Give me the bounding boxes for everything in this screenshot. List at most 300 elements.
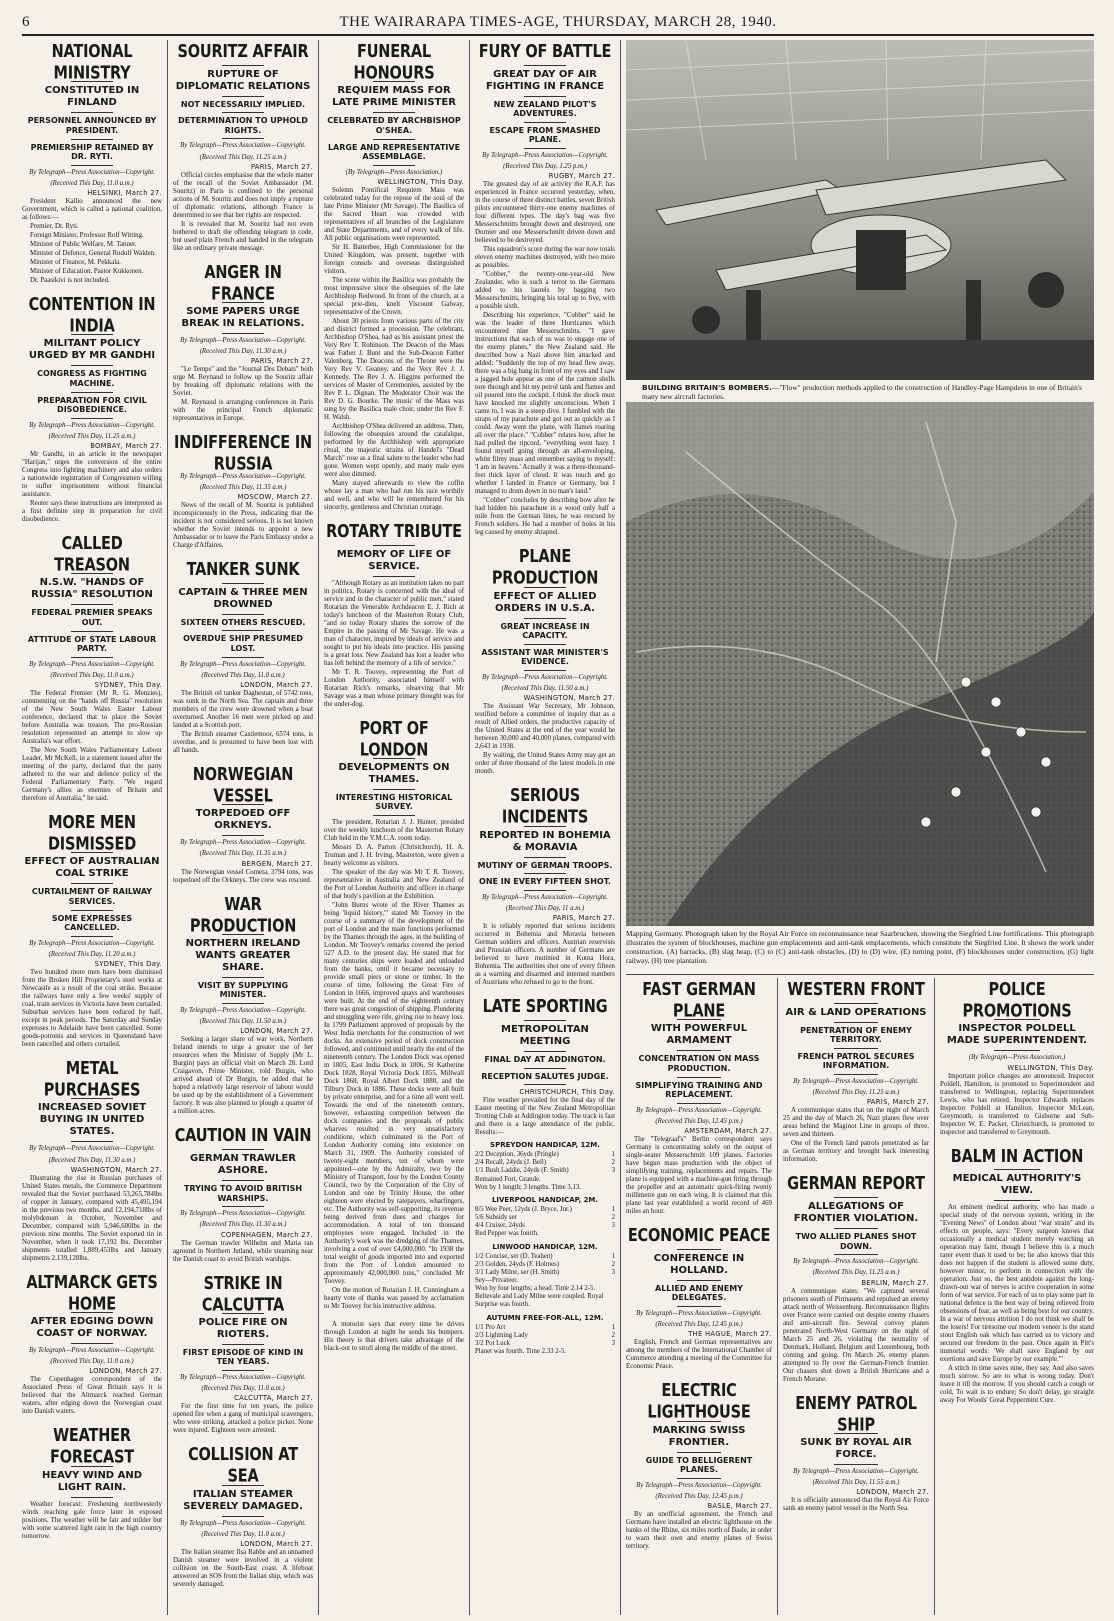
paragraph: The speaker of the day was Mr T. R. Toovey, representative in Australia and New Zealand of the Port of London Authority and officer in charge of that body's pavilion at the Exhibition. — [324, 869, 464, 901]
deck: FRENCH PATROL SECURES INFORMATION. — [797, 1051, 915, 1071]
deck: SIXTEEN OTHERS RESCUED. — [180, 617, 306, 627]
paragraph: A communique states: "We captured several prisoners south of Pirmasens and repulsed an enemy attack north of Weissenburg. Reconnaissance flights over France were carried out despite enemy chasers and anti-aircraft fire. Several convoy planes penetrated North-West Germany on the night of March 25 and 26, violating the neutrality of Denmark, Holland, Belgium and Luxembourg, both coming and going. On March 26, enemy planes attempted to fly over the German-French frontier. Our chasers shot down a British Hurricane and a French Morane. — [783, 1287, 929, 1383]
rule-divider — [222, 630, 264, 631]
paragraph: Describing his experience, "Cobber" said he was the leader of three Hurricanes which encountered nine Messerschmitts. "I gave instructions that each of us was to engage one of the enemy planes," the New Zealand said. He described how a Nazi above him attacked and added: "Suddenly the top of my head flew away, there was a big bang in front of my eyes and I saw a jagged hole appear as one of the cannon shells tore through and hit my petrol tank and flames and oil poured into the cockpit. I think the shock must have knocked me slightly unconscious. When I came to, I was in a steep dive. I fumbled with the straps of my parachute and got out as quickly as I could. Away went the plane, with flames roaring all over the place." "Cobber" relates how, after he had pulled the ripcord, "everything went hazy. I found myself going through an all-enveloping, white filmy mass and remember saying to myself: 'I am in heaven.' Actually it was a three-thousand-feet thick layer of cloud. It was touch and go whether I landed in France or Germany, but I managed to drum down in no man's land." — [475, 312, 615, 496]
deck: PERSONNEL ANNOUNCED BY PRESIDENT. — [27, 116, 157, 135]
article-body — [324, 1321, 464, 1353]
agency-line: By Telegraph—Press Association—Copyright. — [636, 1309, 762, 1317]
deck: CONCENTRATION ON MASS PRODUCTION. — [638, 1054, 760, 1073]
rule-divider — [524, 857, 566, 858]
paragraph: Mr T. R. Toovey, representing the Port of London Authority, associated himself with Rotarian Rich's remarks, observing that Mr Savage was a man whose primary thought was for the under-dog. — [324, 668, 464, 708]
agency-line: By Telegraph—Press Association—Copyright. — [29, 939, 155, 947]
article — [173, 1274, 313, 1436]
rule-divider — [71, 1343, 113, 1344]
dateline: BASLE, March 27. — [707, 1502, 772, 1511]
rule-divider — [222, 1516, 264, 1517]
rule-divider — [524, 148, 566, 149]
deck: SOME PAPERS URGE BREAK IN RELATIONS. — [181, 306, 305, 330]
article-body — [940, 1204, 1094, 1405]
deck: NEW ZEALAND PILOT'S ADVENTURES. — [493, 99, 597, 119]
deck: CAPTAIN & THREE MEN DROWNED — [178, 586, 308, 610]
deck: NORTHERN IRELAND WANTS GREATER SHARE. — [185, 937, 301, 973]
headline: MORE MEN DISMISSED — [47, 813, 137, 854]
article-body — [324, 819, 464, 1311]
paragraph: Many stayed afterwards to view the coffin whose lay a man who had run his race worthily and well, and who will be remembered for his sincerity, gentleness and Christian courage. — [324, 479, 464, 511]
rule-divider — [373, 112, 415, 113]
deck: REPORTED IN BOHEMIA & MORAVIA — [479, 829, 611, 853]
deck: FINAL DAY AT ADDINGTON. — [484, 1054, 606, 1064]
column-1 — [22, 40, 168, 1615]
rule-divider — [524, 1068, 566, 1069]
rule-divider — [373, 576, 415, 577]
paragraph: One of the French land patrols penetrated as far as German territory and brought back interesting information. — [783, 1140, 929, 1164]
headline: POLICE PROMOTIONS — [962, 980, 1072, 1021]
article — [22, 295, 162, 524]
paragraph: This squadron's score during the war now totals eleven enemy machines destroyed, with two more as possibles. — [475, 246, 615, 270]
agency-line: By Telegraph—Press Association—Copyright. — [793, 1467, 919, 1475]
result-place: 2 — [611, 1260, 615, 1268]
result-place: 1 — [611, 1151, 615, 1159]
deck: FEDERAL PREMIER SPEAKS OUT. — [31, 608, 153, 627]
rule-divider — [71, 112, 113, 113]
paragraph: It is reliably reported that serious incidents occurred in Bohemia and Moravia between German soldiers and officers. Austrian reservists and Prussian officers. A number of Germans are believed to have mutinied in Kutna Hora, Bohemia. The authorities shot one of every fifteen as a warning and disarmed and interned numbers of Austrians who refused to go to the front. — [475, 923, 615, 987]
deck: INCREASED SOVIET BUYING IN UNITED STATES. — [37, 1102, 147, 1138]
rule-divider — [834, 1254, 878, 1255]
received-line: (Received This Day, 12.45 p.m.) — [655, 1117, 743, 1125]
result-entry: 5/6 Subsidy ser — [475, 1214, 517, 1222]
article-body — [475, 1097, 615, 1137]
headline: NATIONAL MINISTRY — [51, 42, 133, 83]
paragraph: Two hundred more men have been dismissed from the Broken Hill Proprietary's steel works at Newcastle as a result of the coal strike. Because the railways have only a few weeks' supply of coal, train services in Victoria have been curtailed. Suburban services have been reduced by half, except in peak periods. The Saturday and Sunday expresses to Adelaide have been cancelled. Some goods-potronis and services in Queensland have been cancelled and others curtailed. — [22, 969, 162, 1049]
paragraph: The "Telegraaf's" Berlin correspondent says Germany is concentrating solely on the output of single-seater Messerschmitt 109 planes. Factories have begun mass production with the object of simplifying training, replacements and repairs. The plane is equipped with a machine-gun firing through the propeller and an automatic quick-firing twenty millimetre gun on each wing. It is claimed that this plane last year established a world record of 469 miles an hour. — [626, 1136, 772, 1216]
paragraph: Important police changes are announced. Inspector Poldell, Hamilton, is promoted to Superintendent and transferred to Wellington, replacing Superintendent Lewis, who has retired. Inspector Edwards replaces Inspector Poldell at Hamilton. Inspector McLean, Greymouth, is transferred to Gisborne and Sub-Inspector W. E. Packer, Christchurch, is promoted to inspector and transferred to Greymouth. — [940, 1072, 1094, 1136]
deck: SOME EXPRESSES CANCELLED. — [51, 913, 133, 933]
result-place: 3 — [611, 1339, 615, 1347]
race-title: AUTUMN FREE-FOR-ALL, 12M. — [486, 1313, 604, 1322]
result-place: 3 — [611, 1268, 615, 1276]
deck: DEVELOPMENTS ON THAMES. — [338, 761, 450, 785]
article-body — [173, 502, 313, 550]
article — [324, 719, 464, 1312]
deck: MARKING SWISS FRONTIER. — [652, 1424, 746, 1448]
race-results — [475, 1206, 615, 1239]
result-row — [475, 1159, 615, 1167]
race-title: SPREYDON HANDICAP, 12M. — [490, 1141, 600, 1150]
received-line: (Received This Day, 11.30 a.m.) — [199, 1221, 287, 1229]
result-row — [475, 1151, 615, 1159]
article — [22, 1273, 162, 1417]
received-line: (Received This Day, 11.25 a.m.) — [812, 1269, 900, 1277]
rule-divider — [71, 631, 113, 632]
paragraph: A motorist says that every time he drives through London at night he sends his bumpers. His theory is that drivers take advantage of the black-out to stroll along the middle of the street. — [324, 1321, 464, 1353]
paragraph: Solemn Pontifical Requiem Mass was celebrated today for the repose of the soul of the late Prime Minister (Mr Savage). The Basilica of the Sacred Heart was crowded with representatives of all branches of the Legislature and State Departments, and of every walk of life. All public organisations were represented. — [324, 186, 464, 242]
article-body — [475, 181, 615, 537]
paragraph: The Copenhagen correspondent of the Associated Press of Great Britain says it is believed that the Altmarck reached German waters, after edging down the Norwegian coast into Danish waters. — [22, 1376, 162, 1416]
photo2-caption — [626, 930, 1094, 966]
result-entry: 2/2 Deception, 36yds (Pringle) — [475, 1151, 559, 1159]
paragraph: "Cobber," the twenty-one-year-old New Zealander, who is such a terror to the Germans added to his laurels by bagging two Messerschmitts, bringing his total up to five, with a possible sixth. — [475, 271, 615, 311]
dateline: COPENHAGEN, March 27. — [220, 1230, 313, 1239]
article — [783, 1174, 929, 1383]
deck: ALLEGATIONS OF FRONTIER VIOLATION. — [793, 1201, 919, 1225]
dateline: LONDON, March 27. — [240, 680, 313, 689]
headline: PLANE PRODUCTION — [491, 547, 599, 589]
dateline: RUGBY, March 27. — [548, 172, 615, 181]
received-line: (By Telegraph—Press Association.) — [345, 168, 443, 176]
factory-illustration — [626, 40, 1094, 380]
article — [475, 547, 615, 776]
agency-line: By Telegraph—Press Association—Copyright. — [29, 421, 155, 429]
result-entry: Won by 1 length; 3 lengths. Time 3.13. — [475, 1183, 581, 1191]
rule-divider — [71, 1141, 113, 1142]
headline: ENEMY PATROL SHIP — [795, 1393, 917, 1435]
dateline: SYDNEY, This Day. — [94, 960, 162, 969]
agency-line: By Telegraph—Press Association—Copyright. — [180, 1007, 306, 1015]
deck: GREAT DAY OF AIR FIGHTING IN FRANCE — [485, 68, 605, 92]
headline: CALLED TREASON — [54, 534, 130, 575]
dateline: PARIS, March 27. — [552, 914, 615, 923]
deck: MEDICAL AUTHORITY'S VIEW. — [952, 1173, 1082, 1197]
deck: CONGRESS AS FIGHTING MACHINE. — [37, 369, 147, 388]
result-entry: Red Pepper was fourth. — [475, 1230, 539, 1238]
deck: AIR & LAND OPERATIONS — [785, 1006, 927, 1018]
masthead — [22, 8, 1094, 36]
result-row — [475, 1230, 615, 1238]
rule-divider — [677, 1478, 721, 1479]
deck: ONE IN EVERY FIFTEEN SHOT. — [479, 877, 611, 887]
deck: REQUIEM MASS FOR LATE PRIME MINISTER — [332, 85, 456, 109]
agency-line: By Telegraph—Press Association—Copyright. — [180, 472, 306, 480]
result-row — [475, 1184, 615, 1192]
agency-line: By Telegraph—Press Association—Copyright. — [180, 1374, 306, 1382]
rule-divider — [222, 614, 264, 615]
agency-line: By Telegraph—Press Association—Copyright. — [636, 1481, 762, 1489]
masthead-title: THE WAIRARAPA TIMES-AGE, THURSDAY, MARCH 28, 1940. — [339, 14, 777, 30]
deck: AFTER EDGING DOWN COAST OF NORWAY. — [30, 1316, 154, 1340]
dateline: THE HAGUE, March 27. — [688, 1330, 772, 1339]
paragraph: The British steamer Castlemoor, 6574 tons, is overdue, and is presumed to have been lost with all hands. — [173, 730, 313, 754]
article-body — [173, 869, 313, 885]
rule-divider — [373, 165, 415, 166]
paragraph: English, French and German representatives are among the members of the International Chamber of Commerce attending a meeting of the Committee for Economic Peace. — [626, 1339, 772, 1371]
rule-divider — [222, 96, 264, 97]
agency-line: By Telegraph—Press Association—Copyright. — [482, 152, 608, 160]
agency-line: By Telegraph—Press Association—Copyright. — [180, 1210, 306, 1218]
result-row — [475, 1214, 615, 1222]
divider — [626, 974, 1094, 975]
column-5 — [626, 978, 778, 1615]
article — [783, 980, 929, 1164]
dateline: AMSTERDAM, March 27. — [684, 1127, 772, 1136]
article-body — [22, 1175, 162, 1263]
article-body — [173, 1240, 313, 1264]
headline: INDIFFERENCE IN RUSSIA — [173, 433, 312, 475]
paragraph: M. Reynaud is arranging conferences in Paris with the principal French diplomatic representatives in Europe. — [173, 399, 313, 423]
article — [940, 980, 1094, 1137]
deck: POLICE FIRE ON RIOTERS. — [198, 1316, 288, 1340]
result-entry: 2/3 Lightning Lady — [475, 1331, 528, 1339]
deck: RUPTURE OF DIPLOMATIC RELATIONS — [175, 68, 311, 92]
deck: PREMIERSHIP RETAINED BY DR. RYTI. — [30, 142, 154, 162]
article-body — [173, 1036, 313, 1116]
received-line: (Received This Day, 12.45 p.m.) — [655, 1321, 743, 1329]
paragraph: Weather forecast: Freshening northwesterly winds reaching gale force later in exposed positions. The weather will be fair and milder but with some scattered light rain in the high country tomorrow. — [22, 1500, 162, 1540]
agency-line: By Telegraph—Press Association—Copyright. — [793, 1258, 919, 1266]
received-line: (Received This Day, 11.25 a.m.) — [48, 432, 136, 440]
deck: TRYING TO AVOID BRITISH WARSHIPS. — [183, 1184, 303, 1203]
rule-divider — [222, 835, 264, 836]
dateline: CALCUTTA, March 27. — [234, 1394, 313, 1403]
paragraph: Minister of Defence, General Rudolf Walden. — [30, 250, 156, 258]
deck: MEMORY OF LIFE OF SERVICE. — [336, 548, 452, 572]
rule-divider — [71, 139, 113, 140]
agency-line: By Telegraph—Press Association—Copyright. — [180, 839, 306, 847]
paragraph: "John Burns wrote of the River Thames as being 'liquid history,'" stated Mr Toovey in the course of a summary of the development of the port of London and the main functions performed by the Thames through the ages, in the building of London. Mr Toovey's remarks covered the period 527 A.D. to the present day. He stated that for many centuries ships were loaded and unloaded from the banks, until it became necessary to provide small piers or stone or timber. In the course of time, following the Great Fire of London in 1666, improved quays and warehouses were built. At the end of the eighteenth century there was great congestion of shipping. Plundering and smuggling were rife, giving rise to heavy loss. In 1799 Parliament approved of proposals by the West India merchants for the construction of wet docks. An extensive period of dock construction followed, and continued until nearly the end of the nineteenth century. The London Dock was opened in 1805, East India Dock in 1806, St Katherine Dock 1828, Royal Victoria Dock 1855, Millwall Dock 1868, Royal Albert Dock 1880, and the Tilbury Dock in 1886. These docks were all built by private enterprise, and for a time all went well. Towards the end of the nineteenth century, however, exhausting competition between the dock companies and the proposals of public wharves resulted in very unsatisfactory conditions, which culminated in the Port of London Authority coming into existence on March 31, 1909. The Authority consisted of twenty-eight members, ten of whom were appointed—one by the Admiralty, two by the Ministry of Transport, four by the London County Council, two by the Corporation of the City of London and one by Trinity House, the other eighteen were elected by ratepayers, wharfingers, etc. The Authority was self-supporting, its revenue being derived from dues and charges for accommodation. A total of ten thousand employees were engaged. Included in the Authority's work was the dredging of the Thames, involving a cost of over £4,000,000. "In 1938 the total weight of goods imported into and exported from the Port of London amounted to approximately 42,000,000 tons," concluded Mr Toovey. — [324, 902, 464, 1286]
article — [475, 42, 615, 537]
column-7 — [940, 978, 1094, 1615]
rule-divider — [524, 873, 566, 874]
article-body — [22, 1376, 162, 1416]
rule-divider — [677, 1452, 721, 1453]
result-place: 2 — [611, 1159, 615, 1167]
headline: SOURITZ AFFAIR — [177, 42, 309, 62]
article — [173, 433, 313, 550]
race-title: LINWOOD HANDICAP, 12M. — [492, 1242, 598, 1251]
deck: N.S.W. "HANDS OF RUSSIA" RESOLUTION — [31, 577, 153, 601]
article — [173, 1445, 313, 1589]
result-row — [475, 1324, 615, 1332]
rule-divider — [834, 1074, 878, 1075]
deck: CONFERENCE IN HOLLAND. — [653, 1252, 745, 1276]
paragraph: By waiting, the United States Army may get an order of three thousand of the latest models in one month. — [475, 752, 615, 776]
deck: PENETRATION OF ENEMY TERRITORY. — [800, 1025, 912, 1045]
received-line: (Received This Day, 11.30 a.m.) — [48, 1156, 136, 1164]
result-row — [475, 1293, 615, 1309]
headline: STRIKE IN CALCUTTA — [201, 1273, 285, 1315]
rule-divider — [524, 1084, 566, 1085]
result-entry: 1/2 Concise, ser (D. Teahen) — [475, 1252, 553, 1260]
paragraph: On the motion of Rotarian J. H. Cunningham a hearty vote of thanks was passed by acclamation to Mr Toovey for his instructive address. — [324, 1287, 464, 1311]
article — [173, 42, 313, 253]
agency-line: By Telegraph—Press Association—Copyright. — [180, 1519, 306, 1527]
article — [22, 534, 162, 803]
column-6 — [783, 978, 935, 1615]
newspaper-page — [22, 40, 1094, 1615]
rule-divider — [677, 1306, 721, 1307]
result-entry: 3/1 Lady Milne, ser (H. Smith) — [475, 1268, 560, 1276]
article-body — [22, 451, 162, 524]
article-body — [22, 690, 162, 803]
result-entry: 2/4 Recall, 24yds (J. Bell) — [475, 1159, 546, 1167]
article — [475, 997, 615, 1356]
agency-line: By Telegraph—Press Association—Copyright. — [29, 1347, 155, 1355]
paragraph: Reuter says these instructions are interpreted as a first definite step in preparation for civil disobedience. — [22, 500, 162, 524]
dateline: LONDON, March 27. — [856, 1488, 929, 1497]
article — [173, 263, 313, 424]
result-place: 2 — [611, 1214, 615, 1222]
received-line: (Received This Day, 11.25 a.m.) — [199, 153, 287, 161]
article-body — [173, 1549, 313, 1589]
rule-divider — [71, 1497, 113, 1498]
headline: LATE SPORTING — [482, 997, 608, 1018]
received-line: (Received This Day, 11.55 a.m.) — [812, 1479, 900, 1487]
result-place: 1 — [611, 1323, 615, 1331]
article-body — [173, 172, 313, 253]
result-entry: 4/4 Cruiser, 24yds — [475, 1222, 525, 1230]
agency-line: By Telegraph—Press Association—Copyright. — [29, 660, 155, 668]
result-place: 2 — [611, 1331, 615, 1339]
paragraph: Premier, Dr. Ryti. — [30, 223, 79, 231]
paragraph: The greatest day of air activity the R.A.F. has experienced in France occurred yesterday, when, in the course of three distinct battles, seven British pilots encountered thirty-one enemy machines of four different types. The day's bag was five Messerschmitts brought down and destroyed, one Dornier and one Messerschmitt driven down and believed to be destroyed. — [475, 181, 615, 245]
received-line: (Received This Day, 11.0 a.m.) — [50, 671, 134, 679]
rule-divider — [373, 789, 415, 790]
deck: GUIDE TO BELLIGERENT PLANES. — [645, 1455, 753, 1475]
rule-divider — [677, 1280, 721, 1281]
result-row — [475, 1269, 615, 1277]
rule-divider — [994, 1200, 1040, 1201]
rule-divider — [524, 122, 566, 123]
result-entry: 8/5 Wee Peer, 12yds (J. Bryce, Jnr.) — [475, 1205, 572, 1213]
article-body — [173, 366, 313, 423]
paragraph: An eminent medical authority, who has made a special study of the nervous system, writing in the "Evening News" of London about "war strain" and its effects on people, says: "Every surgeon knows that occasionally a medical student merely watching an operation may faint, though I believe this is a much rarer event than it used to be; he also knows that this does not happen if the student is allowed some duty, however minor, to perform in connection with the operation. Just so, the best antidote against the long-drawn-out war of nerves is active cooperation in some form of war service. For each of us to play some part in national defence is the best way of being relieved from obsessions of fear, as well as being best for our country. In a war of nervous attrition I do not think we shall be the losers! For tiresome our modern veneer is the stand stout English oak which has carried us to victory and secured our freedom in the past. Once again in Pitt's immortal words: 'We shall save England by our exertions and save Europe by our example.'" — [940, 1204, 1094, 1364]
dateline: MOSCOW, March 27. — [237, 493, 313, 502]
article-body — [173, 690, 313, 755]
aerial-illustration — [626, 402, 1094, 926]
paragraph: Official circles emphasise that the whole matter of the recall of the Soviet Ambassador (M. Souritz) in Paris is confined to the personal actions of M. Souritz and does not imply a rupture of diplomatic relations, although France is determined to see that her rights are respected. — [173, 171, 313, 219]
headline: ANGER IN FRANCE — [204, 262, 282, 304]
article-body — [783, 1288, 929, 1384]
paragraph: The New South Wales Parliamentary Labour Leader, Mr McKell, in a statement issued after the meeting of the party, declared that the party adhered to the war and defence policy of the Federal Parliamentary Party. "We regard Germany's allies as enemies of Britain and therefore of Australia," he said. — [22, 747, 162, 803]
article — [626, 1381, 772, 1551]
article — [22, 813, 162, 1049]
dateline: BERLIN, March 27. — [861, 1278, 929, 1287]
headline: PORT OF LONDON — [359, 718, 429, 760]
paragraph: Minister of Finance, M. Pekkala. — [30, 259, 121, 267]
dateline: WASHINGTON, March 27. — [70, 1165, 162, 1174]
result-row — [475, 1206, 615, 1214]
headline: FAST GERMAN PLANE — [642, 980, 756, 1021]
rule-divider — [524, 618, 566, 619]
received-line: (Received This Day, 11.50 a.m.) — [501, 685, 589, 693]
deck: DETERMINATION TO UPHOLD RIGHTS. — [178, 116, 308, 135]
rule-divider — [222, 1344, 264, 1345]
result-row — [475, 1277, 615, 1285]
paragraph: "Although Rotary as an institution takes no part in politics, Rotary is concerned with the ideal of service and in the character of public men," stated Rotarian the Venerable Archdeacon E. J. Rich at today's luncheon of the Masterton Rotary Club, "and so today Rotary shares the sorrow of the Empire in the passing of Mr Savage. He was a man of character, inspired by ideals of service and sought to put his ideals into practice. His passing is a great loss. New Zealand has lost a leader who has left behind the memory of a life of service." — [324, 579, 464, 667]
result-entry: Sey—Privateer. — [475, 1276, 518, 1284]
dateline: WELLINGTON, This Day. — [1007, 1063, 1094, 1072]
deck: PREPARATION FOR CIVIL DISOBEDIENCE. — [37, 395, 147, 415]
deck: MILITANT POLICY URGED BY MR GANDHI — [28, 338, 156, 362]
article — [22, 42, 162, 285]
column-2 — [173, 40, 319, 1615]
agency-line: By Telegraph—Press Association—Copyright. — [793, 1078, 919, 1086]
deck: FIRST EPISODE OF KIND IN TEN YEARS. — [182, 1347, 304, 1367]
deck: ALLIED AND ENEMY DELEGATES. — [655, 1283, 743, 1303]
photo-siegfried-line-aerial — [626, 402, 1094, 926]
rule-divider — [71, 392, 113, 393]
article-body — [324, 580, 464, 709]
rule-divider — [222, 1180, 264, 1181]
received-line: (Received This Day, 11.0 a.m.) — [201, 1385, 285, 1393]
dateline: BOMBAY, March 27. — [90, 442, 162, 451]
rule-divider — [222, 657, 264, 658]
paragraph: By an unofficial agreement, the French and Germans have installed an electric lighthouse on the banks of the Rhine, six miles north of Basle, in order to warn their own and enemy planes of Swiss territory. — [626, 1511, 772, 1551]
article — [940, 1147, 1094, 1406]
result-entry: 2/3 Golden, 24yds (F. Holmes) — [475, 1260, 560, 1268]
rule-divider — [71, 910, 113, 911]
deck: ATTITUDE OF STATE LABOUR PARTY. — [27, 634, 157, 654]
rule-divider — [71, 365, 113, 366]
rule-divider — [677, 1103, 721, 1104]
paragraph: The German trawler Wilhelm and Maria ran aground in Northern Jutland, while steaming near the Danish coast to avoid British warships. — [173, 1239, 313, 1263]
rule-divider — [222, 1206, 264, 1207]
paragraph: A communique states that on the night of March 25 and the day of March 26, Nazi planes flew over areas behind the Maginot Line in groups of three, seven and thirteen. — [783, 1107, 929, 1139]
paragraph: President Kallio announced the new Government, which is called a national coalition, as follows:— — [22, 198, 162, 222]
paragraph: Archbishop O'Shea delivered an address. Then, following the obsequies around the catafalque, performed by the Archbishop with appropriate ritual, the majestic strains of Handel's "Dead March" rose as a final salute to the leader who had gone. Women wept openly, and many male eyes were also dimmed. — [324, 422, 464, 478]
paragraph: The Federal Premier (Mr R. G. Menzies), commenting on the "hands off Russia" resolution of the New South Wales Easter Labour conference, declared that to place the Soviet before Australia was treason. The pro-Russian resolution represented an attempt to slow up Australia's war effort. — [22, 690, 162, 746]
paragraph: The British oil tanker Daghestan, of 5742 tons, was sunk in the North Sea. The captain and three members of the crew were drowned when a boat overturned. Another 16 men were picked up and landed at a Scottish port. — [173, 689, 313, 729]
paragraph: Illustrating the rise in Russian purchases of United States metals, the Commerce Department revealed that the Soviet purchased 53,265,784lbs of copper in January, compared with 45,495,194 in the previous two months, and 12,194,718lbs of molybdenum in October, November and December, compared with 5,946,600lbs in the previous nine months. The Soviet exported tin in November, when it took 17,192 lbs. December shipments totalled 1,889,453lbs and January shipments 2,139,128lbs. — [22, 1174, 162, 1262]
paragraph: The Assistant War Secretary, Mr Johnson, testified before a committee of inquiry that as a result of Allied orders, the productive capacity of the United States at the end of the year would be between 30,000 and 40,000 planes, compared with 2,643 in 1938. — [475, 703, 615, 751]
article — [475, 786, 615, 987]
article-body — [475, 703, 615, 776]
paragraph: Minister of Public Welfare, M. Tanner. — [30, 241, 137, 249]
deck: HEAVY WIND AND LIGHT RAIN. — [41, 1469, 143, 1493]
rule-divider — [222, 138, 264, 139]
article-body — [173, 1403, 313, 1435]
deck: TWO ALLIED PLANES SHOT DOWN. — [795, 1232, 917, 1251]
article-body — [626, 1339, 772, 1371]
headline: METAL PURCHASES — [43, 1059, 141, 1100]
rule-divider — [71, 604, 113, 605]
deck: EFFECT OF AUSTRALIAN COAL STRIKE — [24, 856, 160, 880]
rule-divider — [524, 96, 566, 97]
headline: ALTMARCK GETS HOME — [26, 1272, 158, 1314]
deck: ITALIAN STEAMER SEVERELY DAMAGED. — [183, 1488, 303, 1512]
result-row — [475, 1340, 615, 1348]
dateline: CHRISTCHURCH, This Day. — [519, 1088, 615, 1097]
paragraph: Mr Gandhi, in an article in the newspaper "Harijan," urges the conversion of the entire Congress into fighting machinery and also orders a nationwide registration of Congressmen willing to suffer imprisonment without financial assistance. — [22, 451, 162, 499]
dateline: BERGEN, March 27. — [241, 859, 313, 868]
deck: TORPEDOED OFF ORKNEYS. — [195, 808, 291, 832]
dateline: WASHINGTON, March 27. — [523, 694, 615, 703]
rule-divider — [71, 418, 113, 419]
paragraph: "Le Temps" and the "Journal Des Debats" both urge M. Reynaud to follow up the Souritz affair by breaking off diplomatic relations with the Soviet. — [173, 366, 313, 398]
paragraph: It is officially announced that the Royal Air Force sank an enemy patrol vessel in the North Sea. — [783, 1497, 929, 1513]
deck: OVERDUE SHIP PRESUMED LOST. — [183, 634, 303, 653]
result-row — [475, 1222, 615, 1230]
article — [626, 1226, 772, 1371]
race-title: LIVERPOOL HANDICAP, 2M. — [491, 1195, 599, 1204]
result-entry: Beltevale and Lady Milne were coupled. Royal Surprise was fourth. — [475, 1293, 604, 1309]
article — [173, 765, 313, 885]
paragraph: The Norwegian vessel Cometa, 3794 tons, was torpedoed off the Orkneys. The crew was rescued. — [173, 868, 313, 884]
received-line: (Received This Day, 11.25 a.m.) — [812, 1089, 900, 1097]
paragraph: The scene within the Basilica was probably the most impressive since the obsequies of the late Archbishop Redwood. In front of the church, at a special prie-dieu, knelt Viscount Galway, representative of the Crown. — [324, 276, 464, 316]
paragraph: The Italian steamer Ilsa Rabbe and an unnamed Danish steamer were involved in a violent collision on the South-East coast. A lifeboat answered an SOS from the Italian ship, which was severely damaged. — [173, 1549, 313, 1589]
deck: INTERESTING HISTORICAL SURVEY. — [335, 792, 453, 812]
deck: METROPOLITAN MEETING — [501, 1023, 589, 1047]
result-row — [475, 1167, 615, 1175]
article-body — [626, 1511, 772, 1551]
rule-divider — [524, 1051, 566, 1052]
rule-divider — [222, 112, 264, 113]
deck: WITH POWERFUL ARMAMENT — [650, 1023, 748, 1047]
received-line: (Received This Day, 11.35 a.m.) — [199, 483, 287, 491]
rule-divider — [994, 1050, 1040, 1051]
received-line: (Received This Day, 1.25 p.m.) — [503, 163, 587, 171]
deck: SUNK BY ROYAL AIR FORCE. — [800, 1436, 912, 1460]
